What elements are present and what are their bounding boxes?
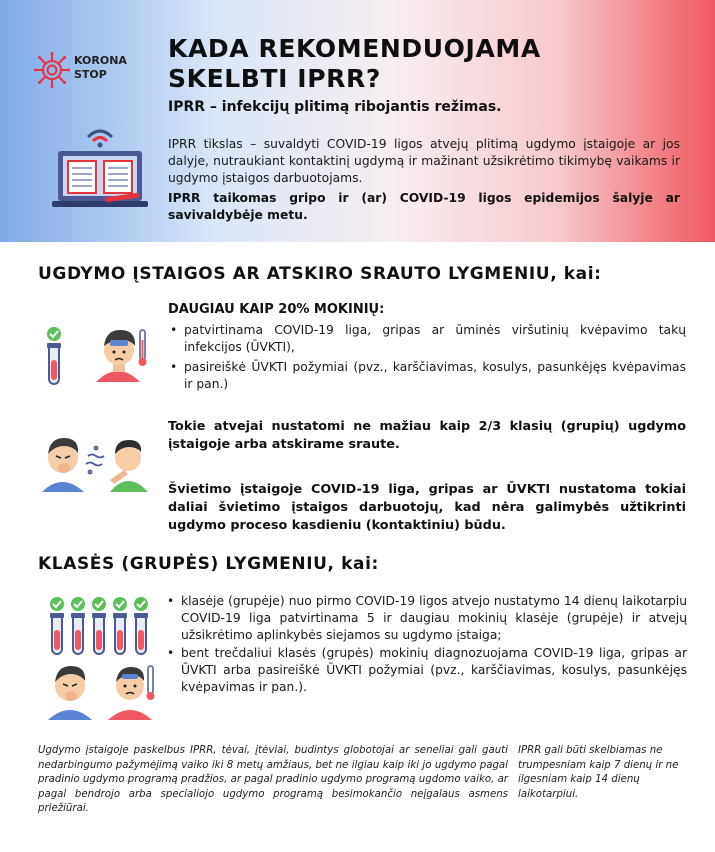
section1-paragraph2: Švietimo įstaigoje COVID-19 liga, gripas ar ŪVKTI nustatoma tokiai daliai švietimo įstaigos darbuotojų, kad nėra galimybės užtikrinti ugdymo proceso kasdieniu (kontaktiniu) būdu. [168,482,686,533]
coughing-and-sick-children-icon [46,658,158,720]
section2-bullet-list [165,593,687,696]
logo-line2: STOP [74,68,107,81]
page-title [168,34,688,94]
intro-text: IPRR tikslas – suvaldyti COVID-19 ligos atvejų plitimą ugdymo įstaigoje ar jos dalyje, nutraukiant kontaktinį ugdymą ir mažinant užsikrėtimo tikimybę vaikams ir ugdymo įstaigos darbuotojams. [168,137,680,185]
logo-line1: KORONA [74,54,127,67]
page-subtitle: IPRR – infekcijų plitimą ribojantis režimas. [168,99,502,115]
section1-lead: DAUGIAU KAIP 20% MOKINIŲ: [168,302,385,317]
coughing-people-icon [40,424,150,494]
title-line1: KADA REKOMENDUOJAMA [168,34,541,63]
list-item: • patvirtinama COVID-19 liga, gripas ar ūminės viršutinių kvėpavimo takų infekcijos (ŪVKTI), [168,322,686,356]
sick-child-thermometer-icon [88,320,152,388]
list-item: • bent trečdaliui klasės (grupės) mokinių diagnozuojama COVID-19 liga, gripas ar ŪVKTI arba pasireiškė ŪVKTI požymiai (pvz., karščiavimas, kosulys, pasunkėjęs kvėpavimas ir pan.). [165,645,687,696]
section1-paragraph1: Tokie atvejai nustatomi ne mažiau kaip 2/3 klasių (grupių) ugdymo įstaigoje arba atskirame sraute. [168,419,686,452]
logo-text [74,54,127,82]
list-item: • klasėje (grupėje) nuo pirmo COVID-19 ligos atvejo nustatymo 14 dienų laikotarpiu COVID-19 liga patvirtinama 5 ir daugiau mokinių klasėje (grupėje) ir atvejų užsikrėtimo aplinkybės siejamos su ugdymo įstaiga; [165,593,687,644]
section2-heading: KLASĖS (GRUPĖS) LYGMENIU, kai: [38,554,379,574]
list-item: • pasireiškė ŪVKTI požymiai (pvz., karščiavimas, kosulys, pasunkėjęs kvėpavimas ir pan.) [168,359,686,393]
virus-icon [34,52,70,88]
footer-note-right: IPRR gali būti skelbiamas ne trumpesniam kaip 7 dienų ir ne ilgesniam kaip 14 dienų laikotarpiui. [518,745,679,800]
online-learning-laptop-icon [50,123,150,213]
section1-heading: UGDYMO ĮSTAIGOS AR ATSKIRO SRAUTO LYGMENIU, kai: [38,264,602,284]
korona-stop-logo [34,52,139,92]
test-tube-check-icon [40,326,68,388]
footer-note-left: Ugdymo įstaigoje paskelbus IPRR, tėvai, įtėviai, budintys globotojai ar seneliai gali gauti nedarbingumo pažymėjimą vaiko iki 8 metų amžiaus, bet ne ilgiau kaip iki jo ugdymo pagal pradinio ugdymo programą pradžios, ar pagal pradinio ugdymo programą ugdomo vaiko, ar pagal bendrojo arba specialiojo ugdymo programą besimokančio neįgalaus asmens priežiūrai. [38,745,508,814]
intro-bold-text: IPRR taikomas gripo ir (ar) COVID-19 ligos epidemijos šalyje ar savivaldybėje metu. [168,191,680,222]
section1-bullet-list [168,322,686,393]
five-test-tubes-check-icon [48,596,154,658]
title-line2: SKELBTI IPRR? [168,64,381,93]
